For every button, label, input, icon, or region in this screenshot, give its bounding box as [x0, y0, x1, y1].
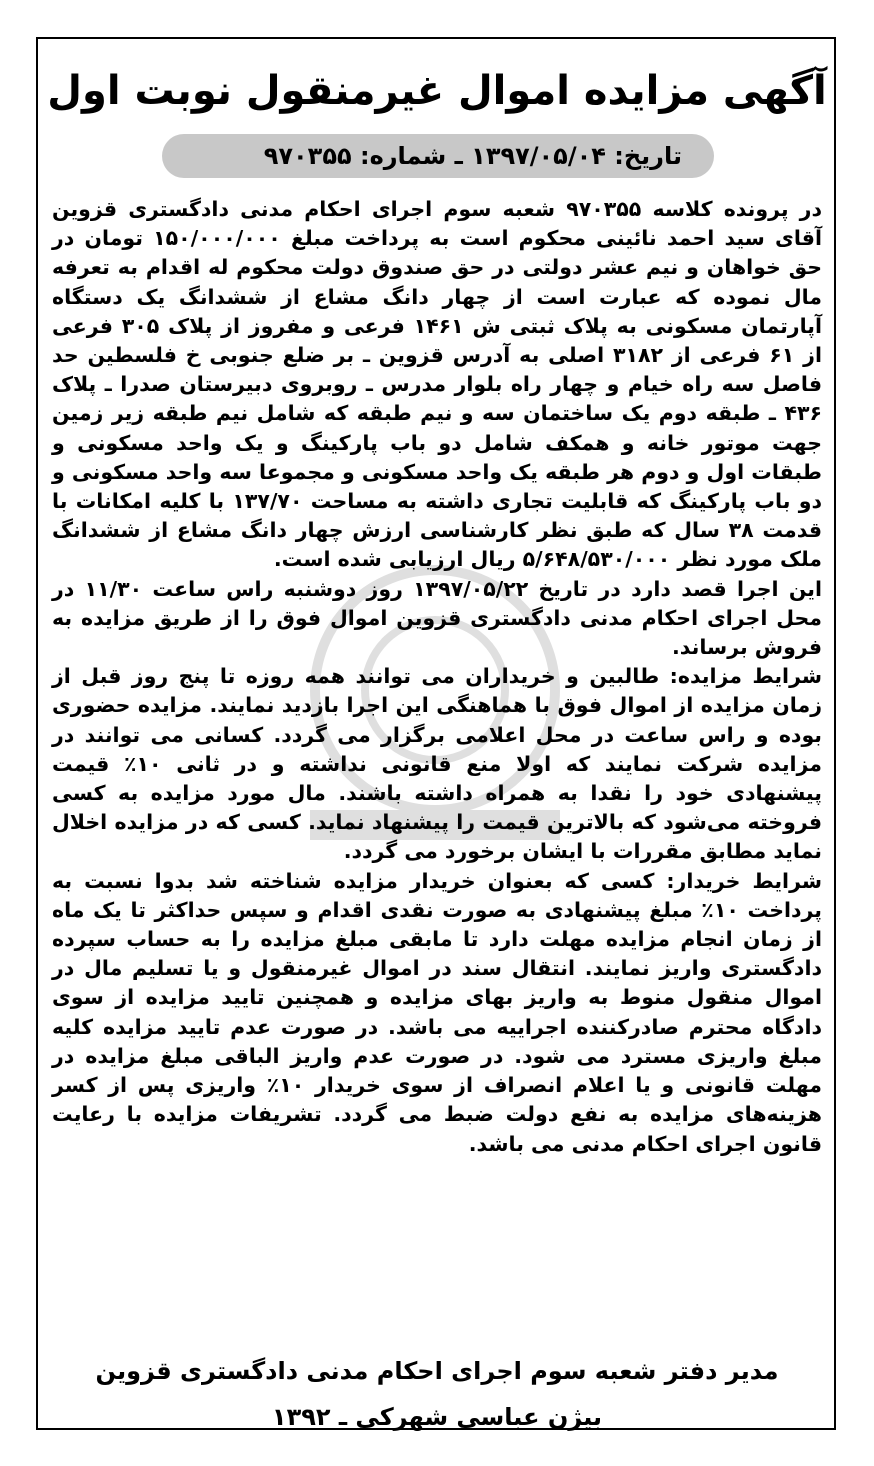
- signature-name: بیژن عباسی شهرکی ـ ۱۳۹۲: [271, 1403, 603, 1431]
- auction-date-paragraph: این اجرا قصد دارد در تاریخ ۱۳۹۷/۰۵/۲۲ روز دوشنبه راس ساعت ۱۱/۳۰ در محل اجرای احکام مدنی دادگستری قزوین اموال فوق را از طریق مزایده به فروش برساند.: [52, 576, 822, 660]
- auction-conditions-paragraph: شرایط مزایده: طالبین و خریداران می توانند همه روزه تا پنج روز قبل از زمان مزایده از اموال فوق با هماهنگی این اجرا بازدید نمایند. مزایده حضوری بوده و راس ساعت در محل اعلامی برگزار می گردد. کسانی می توانند در مزایده شرکت نمایند که اولا منع قانونی نداشته و در ثانی ۱۰٪ قیمت پیشنهادی خود را نقدا به همراه داشته باشند. مال مورد مزایده به کسی فروخته می‌شود که بالاترین قیمت را پیشنهاد نماید. کسی که در مزایده اخلال نماید مطابق مقررات با ایشان برخورد می گردد.: [52, 664, 822, 864]
- notice-body: [52, 195, 822, 1159]
- date-number-line: تاریخ: ۱۳۹۷/۰۵/۰۴ ـ شماره: ۹۷۰۳۵۵: [263, 142, 682, 170]
- case-paragraph: در پرونده کلاسه ۹۷۰۳۵۵ شعبه سوم اجرای احکام مدنی دادگستری قزوین آقای سید احمد نائینی محکوم است به پرداخت مبلغ ۱۵۰/۰۰۰/۰۰۰ تومان در حق خواهان و نیم عشر دولتی در حق صندوق دولت محکوم له اقدام به تعرفه مال نموده که عبارت است از چهار دانگ مشاع از ششدانگ یک دستگاه آپارتمان مسکونی به پلاک ثبتی ش ۱۴۶۱ فرعی و مفروز از پلاک ۳۰۵ فرعی از ۶۱ فرعی از ۳۱۸۲ اصلی به آدرس قزوین ـ بر ضلع جنوبی خ فلسطین حد فاصل سه راه خیام و چهار راه بلوار مدرس ـ روبروی دبیرستان صدرا ـ پلاک ۴۳۶ ـ طبقه دوم یک ساختمان سه و نیم طبقه که شامل نیم طبقه زیر زمین جهت موتور خانه و همکف شامل دو باب پارکینگ و یک واحد مسکونی و طبقات اول و دوم هر طبقه یک واحد مسکونی و مجموعا سه واحد مسکونی و دو باب پارکینگ که قابلیت تجاری داشته به مساحت ۱۳۷/۷۰ با کلیه امکانات با قدمت ۳۸ سال که طبق نظر کارشناسی ارزش چهار دانگ مشاع از ششدانگ ملک مورد نظر ۵/۶۴۸/۵۳۰/۰۰۰ ریال ارزیابی شده است.: [52, 197, 823, 572]
- notice-title: آگهی مزایده اموال غیرمنقول نوبت اول: [47, 68, 827, 114]
- signature-block: [44, 1348, 830, 1440]
- signature-office: مدیر دفتر شعبه سوم اجرای احکام مدنی دادگستری قزوین: [95, 1357, 779, 1385]
- buyer-conditions-paragraph: شرایط خریدار: کسی که بعنوان خریدار مزایده شناخته شد بدوا نسبت به پرداخت ۱۰٪ مبلغ پیشنهادی به صورت نقدی اقدام و سپس حداکثر تا یک ماه از زمان انجام مزایده مهلت دارد تا مابقی مبلغ مزایده را به حساب سپرده دادگستری واریز نمایند. انتقال سند در اموال غیرمنقول و یا تسلیم مال در اموال منقول منوط به واریز بهای مزایده و همچنین تایید مزایده از سوی دادگاه محترم صادرکننده اجراییه می باشد. در صورت عدم تایید مزایده کلیه مبلغ واریزی مسترد می شود. در صورت عدم واریز الباقی مبلغ مزایده در مهلت قانونی و یا اعلام انصراف از سوی خریدار ۱۰٪ واریزی پس از کسر هزینه‌های مزایده به نفع دولت ضبط می گردد. تشریفات مزایده با رعایت قانون اجرای احکام مدنی می باشد.: [52, 868, 822, 1156]
